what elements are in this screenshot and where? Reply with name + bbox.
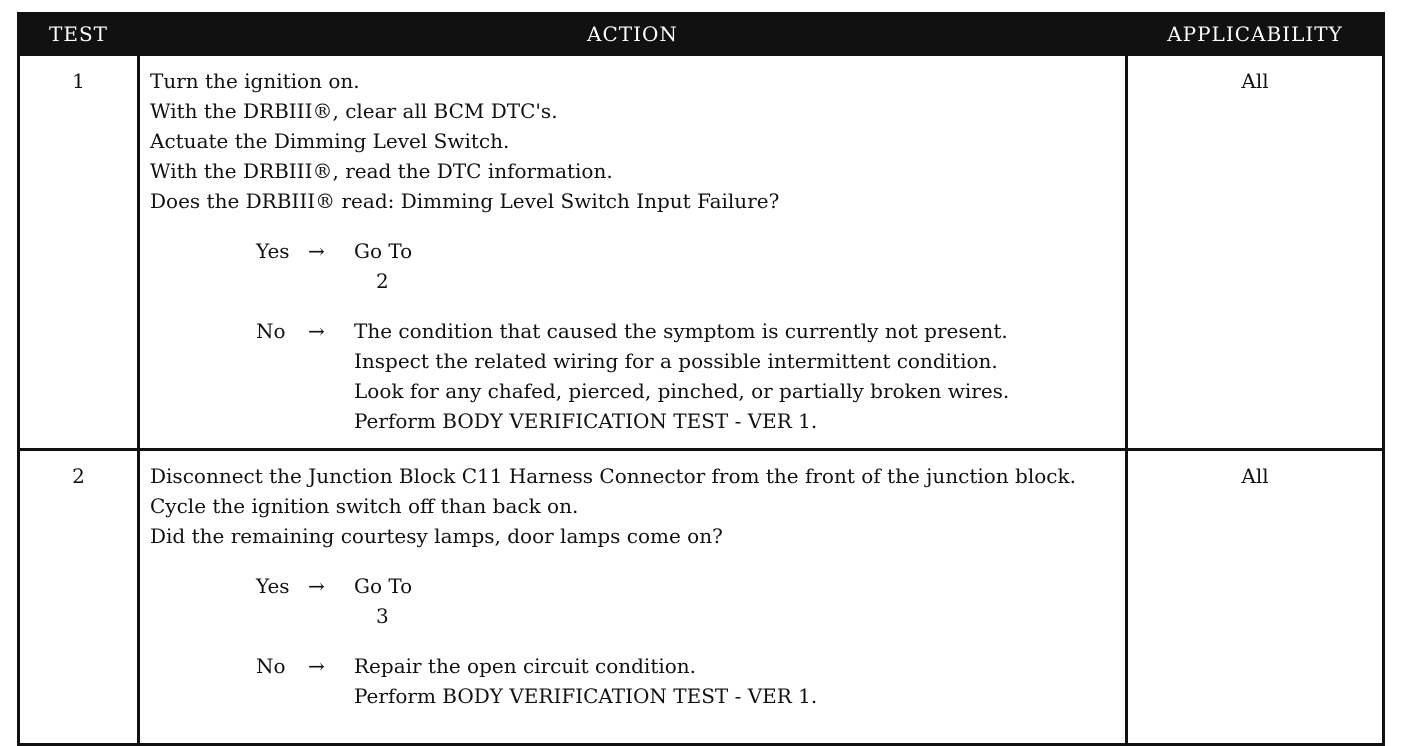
test-number: 2	[19, 450, 139, 745]
table-row	[19, 55, 1384, 450]
no-result-line: Look for any chafed, pierced, pinched, or partially broken wires.	[354, 379, 1010, 403]
no-result	[354, 316, 1117, 436]
test-column-header: TEST	[19, 14, 139, 55]
goto-link	[354, 236, 1117, 296]
applicability-column-header: APPLICABILITY	[1127, 14, 1384, 55]
yes-result	[354, 571, 1117, 631]
arrow-right-icon: →	[308, 574, 325, 598]
action-step: Cycle the ignition switch off than back on.	[150, 494, 579, 518]
action-step: Disconnect the Junction Block C11 Harness Connector from the front of the junction block.	[150, 464, 1076, 488]
action-cell	[139, 55, 1127, 450]
action-column-header: ACTION	[139, 14, 1127, 55]
applicability-value: All	[1127, 450, 1384, 745]
no-result-line: Inspect the related wiring for a possible intermittent condition.	[354, 349, 998, 373]
action-step: Actuate the Dimming Level Switch.	[150, 129, 510, 153]
yes-branch	[150, 236, 1117, 296]
test-number: 1	[19, 55, 139, 450]
arrow-right-icon: →	[308, 654, 325, 678]
no-branch	[150, 651, 1117, 711]
action-step: Does the DRBIII® read: Dimming Level Switch Input Failure?	[150, 189, 780, 213]
action-step: With the DRBIII®, clear all BCM DTC's.	[150, 99, 558, 123]
yes-label: Yes	[256, 574, 290, 598]
action-step: Turn the ignition on.	[150, 69, 360, 93]
action-cell	[139, 450, 1127, 745]
action-step: Did the remaining courtesy lamps, door lamps come on?	[150, 524, 723, 548]
no-result-line: The condition that caused the symptom is currently not present.	[354, 319, 1008, 343]
no-result	[354, 651, 1117, 711]
no-result-line: Repair the open circuit condition.	[354, 654, 697, 678]
no-branch	[150, 316, 1117, 436]
header-row	[19, 14, 1384, 55]
goto-text: Go To	[354, 574, 413, 598]
action-step: With the DRBIII®, read the DTC information.	[150, 159, 613, 183]
no-result-line: Perform BODY VERIFICATION TEST - VER 1.	[354, 684, 818, 708]
applicability-value: All	[1127, 55, 1384, 450]
goto-test-number: 2	[376, 269, 389, 293]
goto-test-number: 3	[376, 604, 389, 628]
arrow-right-icon: →	[308, 239, 325, 263]
diagnostic-test-table	[17, 12, 1385, 746]
no-label: No	[256, 319, 286, 343]
goto-link	[354, 571, 1117, 631]
no-result-line: Perform BODY VERIFICATION TEST - VER 1.	[354, 409, 818, 433]
arrow-right-icon: →	[308, 319, 325, 343]
yes-result	[354, 236, 1117, 296]
no-label: No	[256, 654, 286, 678]
yes-label: Yes	[256, 239, 290, 263]
table-row	[19, 450, 1384, 745]
goto-text: Go To	[354, 239, 413, 263]
yes-branch	[150, 571, 1117, 631]
